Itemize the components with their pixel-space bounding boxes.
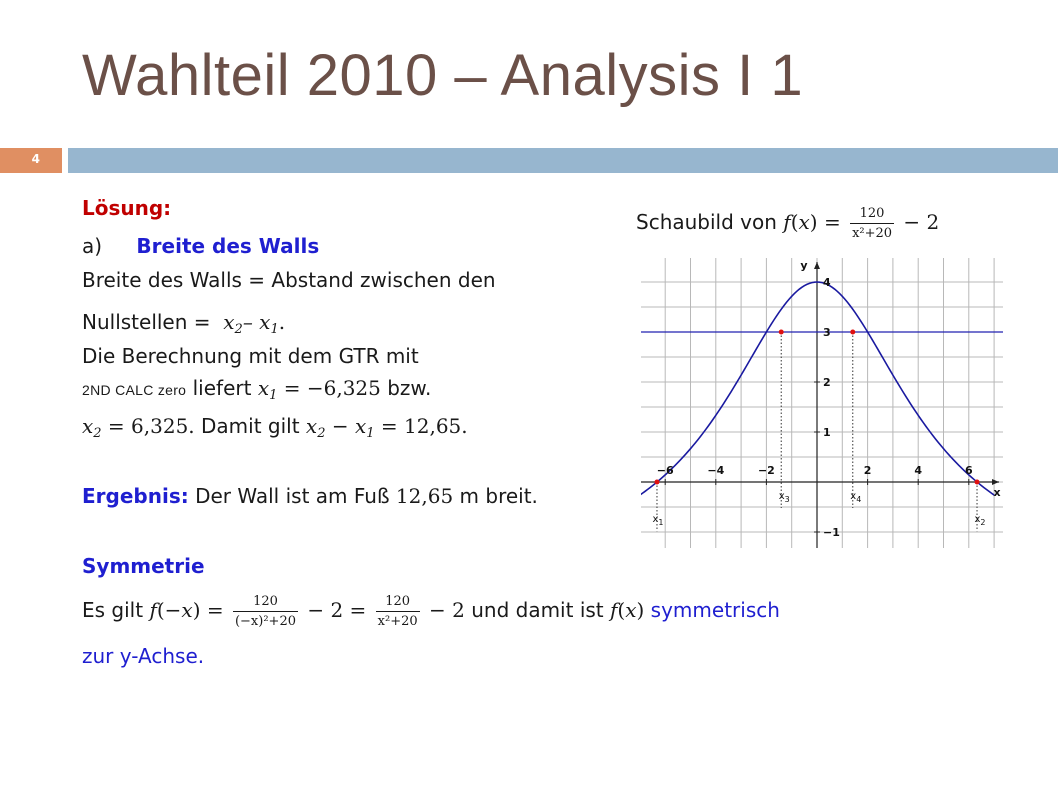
solution-line-3: Die Berechnung mit dem GTR mit [82, 344, 419, 368]
part-a-title: Breite des Walls [136, 234, 320, 258]
part-a-line [82, 234, 319, 258]
y-tick-label: 3 [823, 326, 831, 339]
x-tick-label: −4 [707, 464, 725, 477]
y-axis-label: y [800, 259, 808, 272]
calc-keys: 2ND CALC zero [82, 382, 187, 398]
y-tick-label: −1 [823, 526, 840, 539]
solution-line-1: Breite des Walls = Abstand zwischen den [82, 268, 496, 292]
y-tick-label: 2 [823, 376, 831, 389]
graph-caption: Schaubild von f(x) = $\frac{120}{\text{x²+20}}$ − 2 [636, 206, 940, 241]
x-tick-label: −2 [757, 464, 775, 477]
solution-line-2: Nullstellen = $x_2-$ $x_1$. [82, 310, 286, 337]
point-x1 [654, 480, 659, 485]
result-line: Ergebnis: Der Wall ist am Fuß 12,65 m breit. [82, 484, 538, 508]
graph-labels [652, 259, 1000, 539]
point-x4 [850, 330, 855, 335]
title-bar [68, 148, 1058, 173]
x-axis-label: x [993, 486, 1001, 499]
solution-line-5: $x_2 = 6,325$. Damit gilt $x_2 - x_1 = 12,65$. [82, 414, 468, 441]
label-x4: $x_4$ [850, 491, 862, 504]
x-tick-label: 6 [964, 464, 973, 477]
function-graph [641, 258, 1003, 548]
x-axis-arrow [992, 479, 999, 485]
y-tick-label: 1 [823, 426, 831, 439]
point-x2 [975, 480, 980, 485]
label-x1: $x_1$ [652, 514, 664, 527]
fraction-2: $\frac{120}{\text{x²+20}}$ [377, 594, 418, 629]
label-x3: $x_3$ [778, 491, 790, 504]
result-label: Ergebnis: [82, 484, 189, 508]
symmetry-heading: Symmetrie [82, 554, 205, 578]
symmetry-word: symmetrisch [650, 598, 780, 622]
symmetry-axis-text: zur y-Achse. [82, 644, 205, 668]
point-x3 [779, 330, 784, 335]
result-value: 12,65 [395, 484, 454, 508]
fraction-1: $\frac{120}{\text{(−x)²+20}}$ [234, 594, 296, 629]
y-axis-arrow [814, 262, 820, 269]
caption-fraction: $\frac{120}{\text{x²+20}}$ [852, 206, 893, 241]
label-x2: $x_2$ [974, 514, 986, 527]
solution-heading: Lösung: [82, 196, 172, 220]
page-number: 4 [31, 152, 40, 166]
slide-title: Wahlteil 2010 – Analysis I 1 [82, 43, 804, 108]
solution-line-4: 2ND CALC zero liefert $x_1 = -6,325$ bzw. [82, 376, 432, 403]
y-tick-label: 4 [823, 276, 831, 289]
symmetry-line: Es gilt f(−x) = $\frac{120}{\text{(−x)²+20}}$ − 2 = $\frac{120}{\text{x²+20}}$ − 2 und damit ist f(x) symmetrisch [82, 594, 780, 629]
x-tick-label: −6 [656, 464, 674, 477]
graph-grid [641, 258, 1003, 548]
graph-axes [641, 262, 999, 548]
part-a-label: a) [82, 234, 103, 258]
x-tick-label: 2 [863, 464, 872, 477]
x-tick-label: 4 [914, 464, 923, 477]
